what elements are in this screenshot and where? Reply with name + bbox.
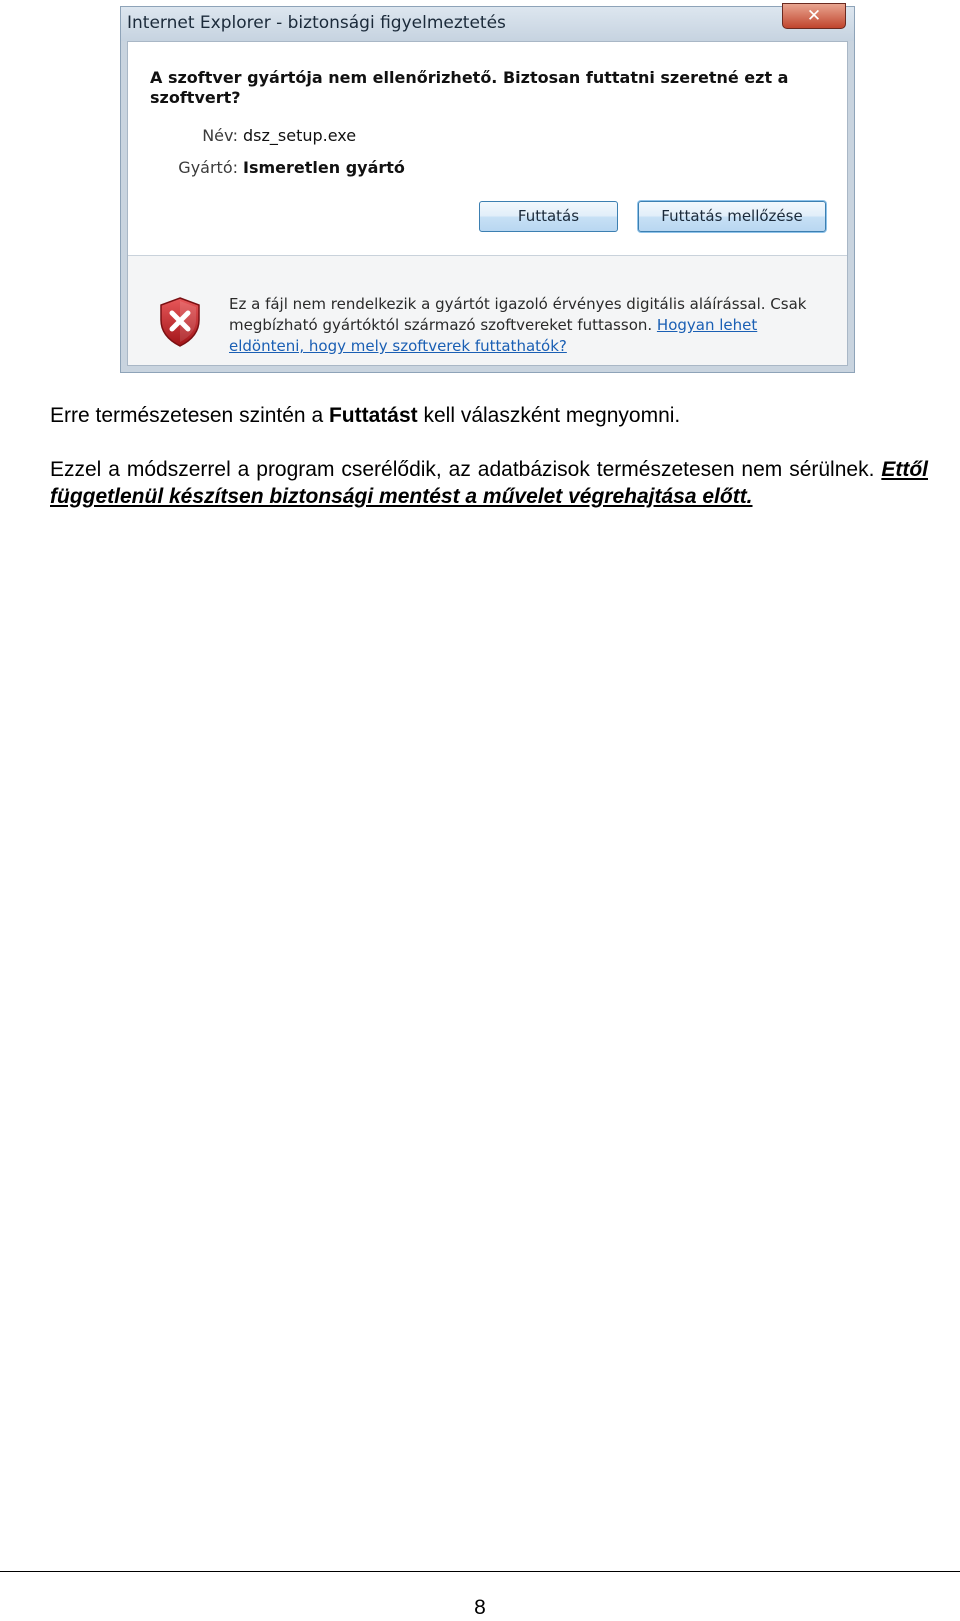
dialog-title: Internet Explorer - biztonsági figyelmeztetés [127, 13, 506, 33]
dialog-question: A szoftver gyártója nem ellenőrizhető. Biztosan futtatni szeretné ezt a szoftvert? [150, 68, 789, 107]
paragraph-2 [50, 456, 928, 510]
publisher-label: Gyártó: [178, 158, 238, 177]
dont-run-button[interactable]: Futtatás mellőzése [638, 201, 826, 232]
name-row [150, 126, 450, 148]
publisher-row [150, 158, 550, 180]
warning-message: Ez a fájl nem rendelkezik a gyártót igazoló érvényes digitális aláírással. Csak megbízható gyártóktól származó szoftvereket futtasson. [229, 295, 807, 334]
p1-before: Erre természetesen szintén a [50, 404, 329, 427]
p1-after: kell válaszként megnyomni. [417, 404, 681, 427]
p2-emphasis: Ettől függetlenül készítsen biztonsági mentést a művelet végrehajtása előtt. [50, 458, 928, 508]
security-warning-dialog [120, 6, 855, 373]
footer-rule [0, 1571, 960, 1572]
help-link[interactable]: Hogyan lehet eldönteni, hogy mely szoftverek futtathatók? [229, 316, 758, 355]
name-label: Név: [202, 126, 238, 145]
p2-plain: Ezzel a módszerrel a program cserélődik, az adatbázisok természetesen nem sérülnek. [50, 458, 882, 481]
dialog-titlebar [121, 7, 854, 41]
warning-area [128, 256, 847, 365]
publisher-value: Ismeretlen gyártó [243, 158, 405, 177]
shield-error-icon [158, 296, 202, 348]
close-icon: ✕ [806, 6, 822, 26]
p1-bold: Futtatást [328, 404, 418, 427]
paragraph-1 [50, 402, 928, 429]
name-value: dsz_setup.exe [243, 126, 357, 145]
warning-text [229, 294, 809, 357]
page-number: 8 [474, 1596, 486, 1619]
close-button[interactable] [782, 3, 846, 29]
dialog-content [127, 41, 848, 366]
run-button[interactable]: Futtatás [479, 201, 618, 232]
